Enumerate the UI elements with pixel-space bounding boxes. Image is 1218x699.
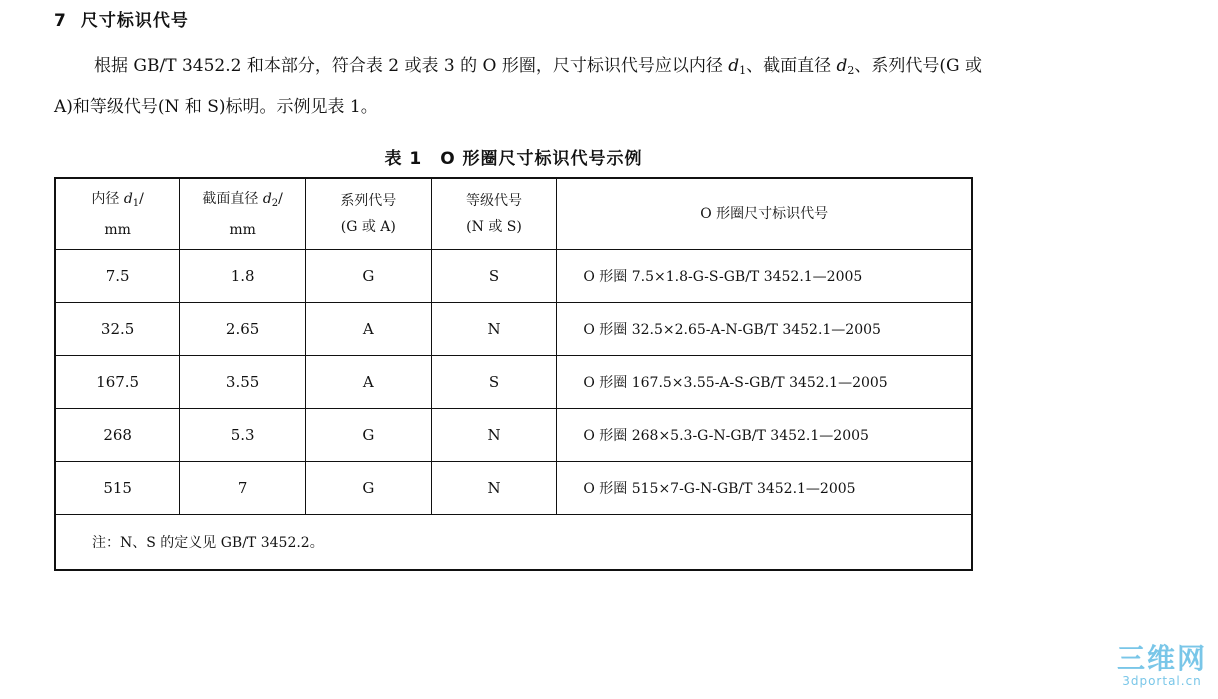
cell-inner-diameter: 32.5 [55,303,180,356]
cell-section-diameter: 2.65 [180,303,306,356]
cell-series: G [305,462,431,515]
cell-inner-diameter: 515 [55,462,180,515]
cell-inner-diameter: 7.5 [55,250,180,303]
cell-section-diameter: 5.3 [180,409,306,462]
section-title: 尺寸标识代号 [80,11,189,31]
paragraph-part-2: 、截面直径 [746,56,837,76]
cell-series: A [305,356,431,409]
d2-subscript: 2 [847,64,855,77]
cell-grade: N [431,409,557,462]
cell-grade: S [431,250,557,303]
table-row [55,303,972,356]
cell-grade: N [431,303,557,356]
cell-section-diameter: 1.8 [180,250,306,303]
table-row [55,356,972,409]
table-note: 注：N、S 的定义见 GB/T 3452.2。 [55,515,972,571]
d1-symbol: d [728,56,740,76]
header-identification-code: O 形圈尺寸标识代号 [557,178,972,250]
watermark-sub-text: 3dportal.cn [1122,674,1202,688]
section-number: 7 [54,11,67,31]
cell-inner-diameter: 268 [55,409,180,462]
d2-symbol: d [836,56,848,76]
table-row [55,462,972,515]
cell-identification-code: O 形圈 515×7-G-N-GB/T 3452.1—2005 [557,462,972,515]
cell-grade: N [431,462,557,515]
cell-identification-code: O 形圈 167.5×3.55-A-S-GB/T 3452.1—2005 [557,356,972,409]
cell-inner-diameter: 167.5 [55,356,180,409]
cell-section-diameter: 7 [180,462,306,515]
header-inner-diameter: 内径 $d_1/$ mm [55,178,180,250]
table-header-row [55,178,972,250]
paragraph-part-3: 、系列代号(G 或 A)和等级代号(N 和 S)标明。示例见表 1。 [54,56,983,117]
cell-identification-code: O 形圈 32.5×2.65-A-N-GB/T 3452.1—2005 [557,303,972,356]
cell-series: A [305,303,431,356]
header-section-diameter: 截面直径 $d_2/$ mm [180,178,306,250]
d1-subscript: 1 [739,64,747,77]
table-row [55,409,972,462]
cell-section-diameter: 3.55 [180,356,306,409]
cell-identification-code: O 形圈 7.5×1.8-G-S-GB/T 3452.1—2005 [557,250,972,303]
header-series-code: 系列代号 (G 或 A) [305,178,431,250]
cell-series: G [305,250,431,303]
watermark-logo [1112,644,1212,688]
section-heading [54,6,189,31]
dimension-code-table [54,177,973,571]
table-row [55,250,972,303]
table-note-row [55,515,972,571]
watermark-main-text: 三维网 [1116,642,1207,675]
cell-series: G [305,409,431,462]
paragraph-part-1: 根据 GB/T 3452.2 和本部分，符合表 2 或表 3 的 O 形圈，尺寸标识代号应以内径 [94,56,729,76]
cell-identification-code: O 形圈 268×5.3-G-N-GB/T 3452.1—2005 [557,409,972,462]
table-title [54,144,973,169]
body-paragraph [54,48,984,125]
table-number: 表 1 [384,149,423,169]
header-grade-code: 等级代号 (N 或 S) [431,178,557,250]
table-title-text: O 形圈尺寸标识代号示例 [440,149,643,169]
cell-grade: S [431,356,557,409]
